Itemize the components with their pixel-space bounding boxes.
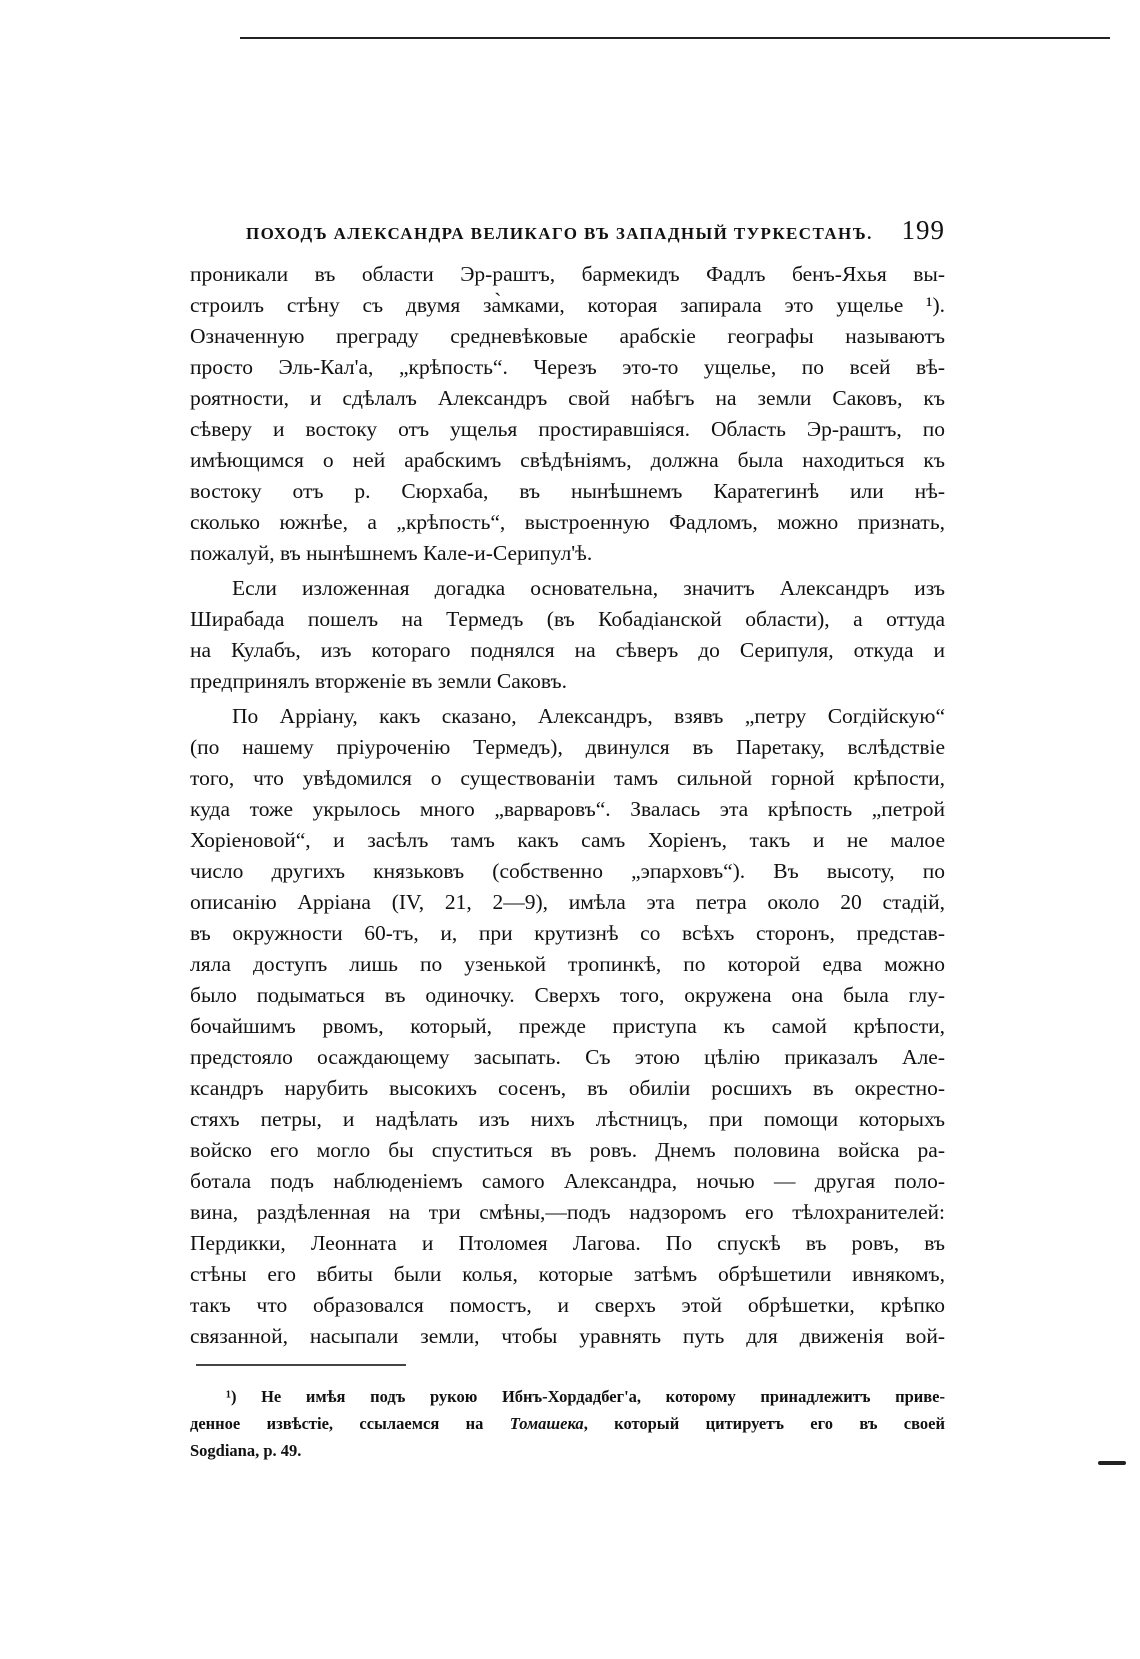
footnote-line <box>190 1410 945 1437</box>
text-line: куда тоже укрылось много „варваровъ“. Звалась эта крѣпость „петрой <box>190 797 945 821</box>
text-line: связанной, насыпали земли, чтобы уравнять путь для движенія вой- <box>190 1324 945 1348</box>
text-line: число другихъ князьковъ (собственно „эпарховъ“). Въ высоту, по <box>190 859 945 883</box>
text-line: описанію Арріана (IV, 21, 2—9), имѣла эта петра около 20 стадій, <box>190 890 945 914</box>
book-page <box>190 215 945 1464</box>
footnote <box>190 1383 945 1464</box>
text-line: вина, раздѣленная на три смѣны,—подъ надзоромъ его тѣлохранителей: <box>190 1200 945 1224</box>
footnote-author: Томашека <box>509 1414 584 1433</box>
text-line: По Арріану, какъ сказано, Александръ, взявъ „петру Согдійскую“ <box>232 704 945 728</box>
footnote-line: ¹) Не имѣя подъ рукою Ибнъ-Хордадбег'а, которому принадлежитъ приве- <box>226 1387 945 1406</box>
text-line: ляла доступъ лишь по узенькой тропинкѣ, по которой едва можно <box>190 952 945 976</box>
text-line: Ширабада пошелъ на Термедъ (въ Кобадіанской области), а оттуда <box>190 607 945 631</box>
page-edge-mark <box>1098 1461 1126 1465</box>
text-line: сколько южнѣе, а „крѣпость“, выстроенную Фадломъ, можно признать, <box>190 510 945 534</box>
text-line: имѣющимся о ней арабскимъ свѣдѣніямъ, должна была находиться къ <box>190 448 945 472</box>
text-line: бочайшимъ рвомъ, который, прежде приступа къ самой крѣпости, <box>190 1014 945 1038</box>
footnote-rule <box>196 1364 406 1366</box>
text-line: сѣверу и востоку отъ ущелья простиравшіяся. Область Эр-раштъ, по <box>190 417 945 441</box>
text-line: того, что увѣдомился о существованіи тамъ сильной горной крѣпости, <box>190 766 945 790</box>
text-line: предстояло осаждающему засыпать. Съ этою цѣлію приказалъ Але- <box>190 1045 945 1069</box>
text-line: стѣны его вбиты были колья, которые затѣмъ обрѣшетили ивнякомъ, <box>190 1262 945 1286</box>
text-line: войско его могло бы спуститься въ ровъ. Днемъ половина войска ра- <box>190 1138 945 1162</box>
text-line: ксандръ нарубить высокихъ сосенъ, въ обиліи росшихъ въ окрестно- <box>190 1076 945 1100</box>
text-line: Если изложенная догадка основательна, значитъ Александръ изъ <box>232 576 945 600</box>
top-rule <box>240 37 1110 39</box>
page-number: 199 <box>901 215 945 245</box>
text-line: Хоріеновой“, и засѣлъ тамъ какъ самъ Хоріенъ, такъ и не малое <box>190 828 945 852</box>
text-line: Пердикки, Леонната и Птоломея Лагова. По спускѣ въ ровъ, въ <box>190 1231 945 1255</box>
text-line: проникали въ области Эр-раштъ, бармекидъ Фадлъ бенъ-Яхья вы- <box>190 262 945 286</box>
text-line: было подыматься въ одиночку. Сверхъ того, окружена она была глу- <box>190 983 945 1007</box>
text-line: (по нашему пріуроченію Термедъ), двинулся въ Паретаку, вслѣдствіе <box>190 735 945 759</box>
text-line: просто Эль-Кал'а, „крѣпость“. Черезъ это-то ущелье, по всей вѣ- <box>190 355 945 379</box>
text-line: пожалуй, въ нынѣшнемъ Кале-и-Серипул'ѣ. <box>190 541 593 565</box>
text-line: роятности, и сдѣлалъ Александръ свой набѣгъ на земли Саковъ, къ <box>190 386 945 410</box>
text-line: такъ что образовался помостъ, и сверхъ этой обрѣшетки, крѣпко <box>190 1293 945 1317</box>
text-line: строилъ стѣну съ двумя за̀мками, которая запирала это ущелье ¹). <box>190 293 945 317</box>
footnote-text: , который цитируетъ его въ своей <box>583 1414 946 1433</box>
running-head: ПОХОДЪ АЛЕКСАНДРА ВЕЛИКАГО ВЪ ЗАПАДНЫЙ ТУРКЕСТАНЪ. <box>246 224 873 243</box>
footnote-line: Sogdiana, p. 49. <box>190 1441 302 1460</box>
text-line: Означенную преграду средневѣковые арабскіе географы называютъ <box>190 324 945 348</box>
paragraph <box>190 701 945 1352</box>
text-line: ботала подъ наблюденіемъ самого Александра, ночью — другая поло- <box>190 1169 945 1193</box>
paragraph <box>190 573 945 697</box>
text-line: стяхъ петры, и надѣлать изъ нихъ лѣстницъ, при помощи которыхъ <box>190 1107 945 1131</box>
text-line: въ окружности 60-тъ, и, при крутизнѣ со всѣхъ сторонъ, представ- <box>190 921 945 945</box>
text-line: предпринялъ вторженіе въ земли Саковъ. <box>190 669 568 693</box>
page-header <box>190 215 945 259</box>
paragraph <box>190 259 945 569</box>
text-line: востоку отъ р. Сюрхаба, въ нынѣшнемъ Каратегинѣ или нѣ- <box>190 479 945 503</box>
footnote-text: денное извѣстіе, ссылаемся на <box>190 1414 484 1433</box>
body-text <box>190 259 945 1352</box>
text-line: на Кулабъ, изъ котораго поднялся на сѣверъ до Серипуля, откуда и <box>190 638 945 662</box>
